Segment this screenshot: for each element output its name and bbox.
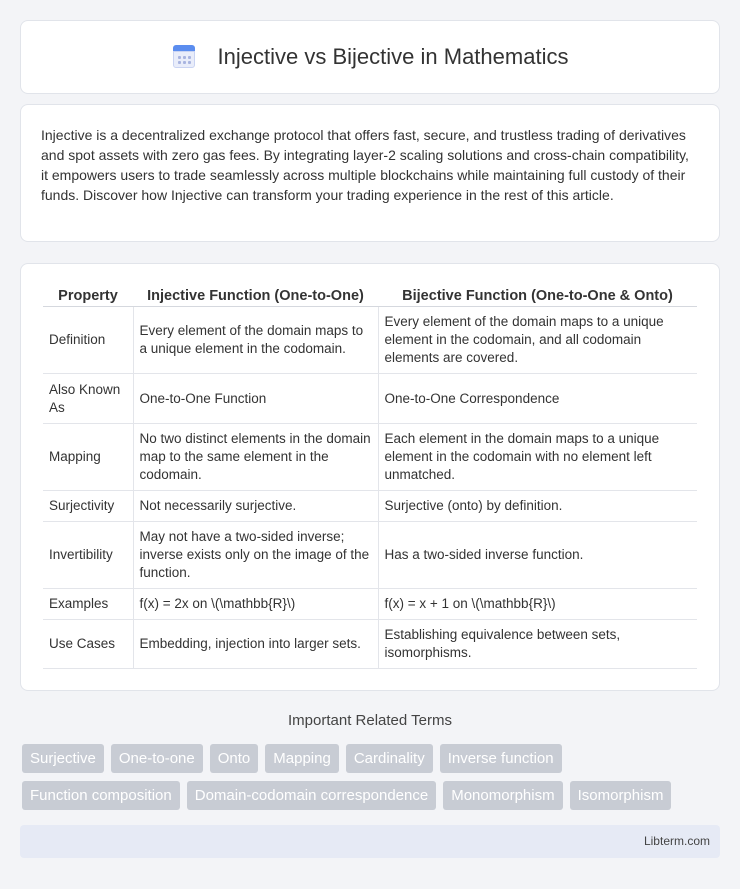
table-cell-bijective: Each element in the domain maps to a unique element in the codomain with no element left unmatched. bbox=[378, 424, 697, 491]
table-cell-bijective: One-to-One Correspondence bbox=[378, 374, 697, 424]
term-tag[interactable]: Domain-codomain correspondence bbox=[187, 781, 436, 810]
table-row bbox=[43, 424, 697, 491]
table-cell-injective: f(x) = 2x on \(\mathbb{R}\) bbox=[133, 589, 378, 620]
table-row bbox=[43, 589, 697, 620]
table-cell-injective: May not have a two-sided inverse; inverse exists only on the image of the function. bbox=[133, 522, 378, 589]
table-cell-property: Surjectivity bbox=[43, 491, 133, 522]
term-tag[interactable]: Mapping bbox=[265, 744, 339, 773]
table-row bbox=[43, 491, 697, 522]
table-cell-injective: Not necessarily surjective. bbox=[133, 491, 378, 522]
term-tag[interactable]: Monomorphism bbox=[443, 781, 562, 810]
table-cell-property: Also Known As bbox=[43, 374, 133, 424]
term-tag[interactable]: Inverse function bbox=[440, 744, 562, 773]
calendar-icon bbox=[172, 45, 196, 69]
page-title: Injective vs Bijective in Mathematics bbox=[217, 44, 569, 69]
term-tag[interactable]: Onto bbox=[210, 744, 259, 773]
table-row bbox=[43, 374, 697, 424]
intro-card bbox=[20, 104, 720, 242]
term-tag[interactable]: Function composition bbox=[22, 781, 180, 810]
footer bbox=[20, 825, 720, 858]
table-cell-property: Examples bbox=[43, 589, 133, 620]
table-cell-injective: Embedding, injection into larger sets. bbox=[133, 620, 378, 669]
table-cell-property: Mapping bbox=[43, 424, 133, 491]
header-property: Property bbox=[43, 282, 133, 307]
table-row bbox=[43, 307, 697, 374]
related-terms-heading: Important Related Terms bbox=[288, 712, 452, 729]
table-cell-property: Invertibility bbox=[43, 522, 133, 589]
table-cell-injective: Every element of the domain maps to a unique element in the codomain. bbox=[133, 307, 378, 374]
term-tag[interactable]: Cardinality bbox=[346, 744, 433, 773]
table-cell-injective: One-to-One Function bbox=[133, 374, 378, 424]
term-tag[interactable]: One-to-one bbox=[111, 744, 203, 773]
table-cell-bijective: f(x) = x + 1 on \(\mathbb{R}\) bbox=[378, 589, 697, 620]
header-card bbox=[20, 20, 720, 94]
table-cell-bijective: Establishing equivalence between sets, isomorphisms. bbox=[378, 620, 697, 669]
table-cell-bijective: Every element of the domain maps to a unique element in the codomain, and all codomain elements are covered. bbox=[378, 307, 697, 374]
comparison-table bbox=[43, 282, 697, 669]
table-cell-property: Definition bbox=[43, 307, 133, 374]
table-cell-bijective: Surjective (onto) by definition. bbox=[378, 491, 697, 522]
table-row bbox=[43, 522, 697, 589]
related-terms-list bbox=[22, 744, 722, 810]
header-injective: Injective Function (One-to-One) bbox=[133, 282, 378, 307]
table-cell-injective: No two distinct elements in the domain map to the same element in the codomain. bbox=[133, 424, 378, 491]
table-row bbox=[43, 620, 697, 669]
table-header-row bbox=[43, 282, 697, 307]
comparison-table-card bbox=[20, 263, 720, 691]
term-tag[interactable]: Isomorphism bbox=[570, 781, 672, 810]
header-bijective: Bijective Function (One-to-One & Onto) bbox=[378, 282, 697, 307]
footer-site-link[interactable]: Libterm.com bbox=[643, 834, 710, 848]
intro-paragraph: Injective is a decentralized exchange protocol that offers fast, secure, and trustless trading of derivatives and spot assets with zero gas fees. By integrating layer-2 scaling solutions and cross-chain compatibility, it empowers users to trade seamlessly across multiple blockchains while maintaining full custody of their funds. Discover how Injective can transform your trading experience in the rest of this article. bbox=[41, 127, 689, 203]
table-cell-bijective: Has a two-sided inverse function. bbox=[378, 522, 697, 589]
table-cell-property: Use Cases bbox=[43, 620, 133, 669]
term-tag[interactable]: Surjective bbox=[22, 744, 104, 773]
